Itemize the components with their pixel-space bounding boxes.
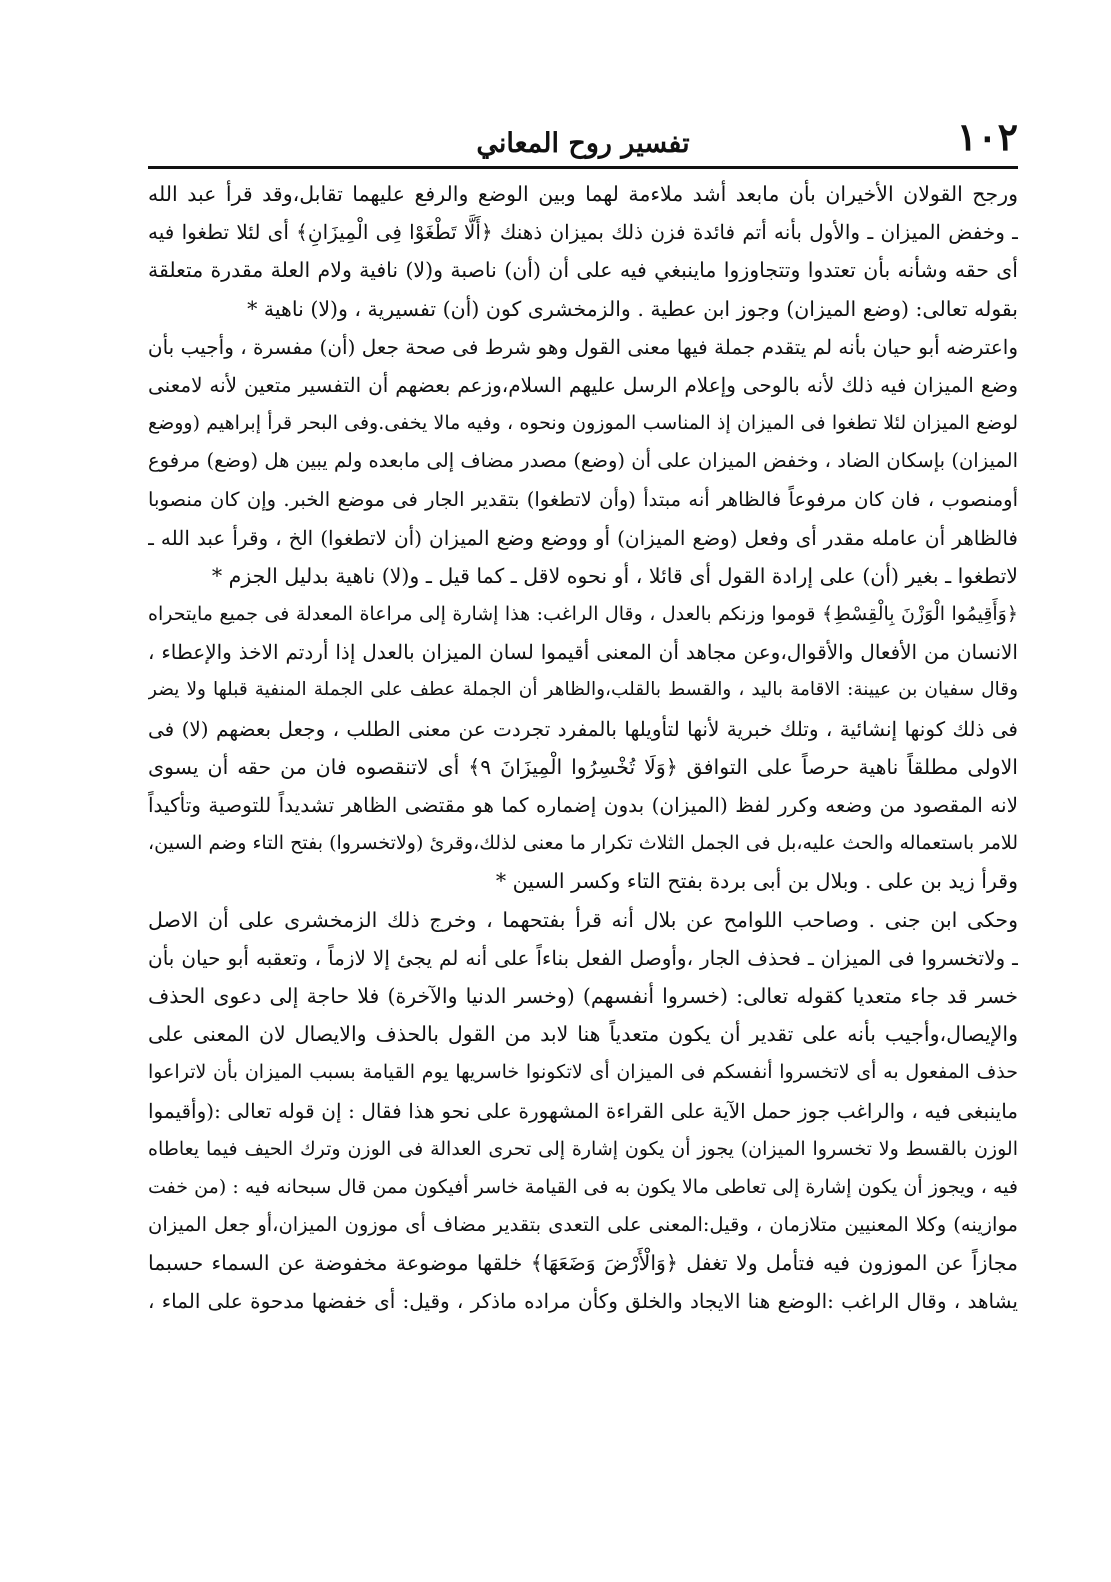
text-line-27: فيه ، ويجوز أن يكون إشارة إلى تعاطى مالا يكون به فى القيامة خاسر أفيكون ممن قال سبحانه فيه : (من خفت bbox=[148, 1175, 1018, 1198]
text-line-15: فى ذلك كونها إنشائية ، وتلك خبرية لأنها لتأويلها بالمفرد تجردت عن معنى الطلب ، وجعل بعضهم (لا) فى bbox=[148, 716, 1018, 741]
text-line-20: وحكى ابن جنى . وصاحب اللوامح عن بلال أنه قرأ بفتحهما ، وخرج ذلك الزمخشرى على أن الاصل bbox=[148, 907, 1018, 932]
text-line-26: الوزن بالقسط ولا تخسروا الميزان) يجوز أن يكون إشارة إلى تحرى العدالة فى الوزن وترك الحيف فيما يعاطاه bbox=[148, 1137, 1018, 1160]
text-line-21: ـ ولاتخسروا فى الميزان ـ فحذف الجار ،وأوصل الفعل بناءاً على أنه لم يجئ إلا لازماً ، وتعقبه أبو حيان بأن bbox=[148, 945, 1018, 970]
header-rule bbox=[148, 166, 1018, 169]
text-line-12: ﴿وَأَقِيمُوا الْوَزْنَ بِالْقِسْطِ﴾ قوموا وزنكم بالعدل ، وقال الراغب: هذا إشارة إلى مراعاة المعدلة فى جميع مايتحراه bbox=[148, 603, 1018, 626]
body-text bbox=[148, 175, 1018, 1321]
text-line-28: موازينه) وكلا المعنيين متلازمان ، وقيل:المعنى على التعدى بتقدير مضاف أى موزون الميزان،أو جعل الميزان bbox=[148, 1213, 1018, 1237]
text-line-16: الاولى مطلقاً ناهية حرصاً على التوافق ﴿وَلَا تُخْسِرُوا الْمِيزَانَ ٩﴾ أى لاتنقصوه فان من حقه أن يسوى bbox=[148, 754, 1018, 779]
text-line-2: ـ وخفض الميزان ـ والأول بأنه أتم فائدة فزن ذلك بميزان ذهنك ﴿أَلَّا تَطْغَوْا فِى الْمِيزَانِ﴾ أى لئلا تطغوا فيه bbox=[148, 220, 1018, 245]
text-line-1: ورجح القولان الأخيران بأن مابعد أشد ملاءمة لهما وبين الوضع والرفع عليهما تقابل،وقد قرأ عبد الله bbox=[148, 182, 1018, 206]
text-line-18: للامر باستعماله والحث عليه،بل فى الجمل الثلاث تكرار ما معنى لذلك،وقرئ (ولاتخسروا) بفتح التاء وضم السين، bbox=[148, 832, 1018, 855]
text-line-4: بقوله تعالى: (وضع الميزان) وجوز ابن عطية . والزمخشرى كون (أن) تفسيرية ، و(لا) ناهية * bbox=[247, 296, 1018, 321]
text-line-24: حذف المفعول به أى لاتخسروا أنفسكم فى الميزان أى لاتكونوا خاسريها يوم القيامة بسبب الميزان بأن لاتراعوا bbox=[148, 1061, 1018, 1084]
text-line-30: يشاهد ، وقال الراغب :الوضع هنا الايجاد والخلق وكأن مراده ماذكر ، وقيل: أى خفضها مدحوة على الماء ، bbox=[148, 1289, 1018, 1314]
text-line-6: وضع الميزان فيه ذلك لأنه بالوحى وإعلام الرسل عليهم السلام،وزعم بعضهم أن التفسير متعين لأنه لامعنى bbox=[148, 372, 1018, 397]
text-line-13: الانسان من الأفعال والأقوال،وعن مجاهد أن المعنى أقيموا لسان الميزان بالعدل إذا أردتم الاخذ والإعطاء ، bbox=[148, 640, 1018, 665]
text-line-7: لوضع الميزان لئلا تطغوا فى الميزان إذ المناسب الموزون ونحوه ، وفيه مالا يخفى.وفى البحر قرأ إبراهيم (ووضع bbox=[148, 412, 1018, 435]
text-line-9: أومنصوب ، فان كان مرفوعاً فالظاهر أنه مبتدأ (وأن لاتطغوا) بتقدير الجار فى موضع الخبر. وإن كان منصوبا bbox=[148, 487, 1018, 511]
page-header bbox=[148, 112, 1018, 164]
text-line-14: وقال سفيان بن عيينة: الاقامة باليد ، والقسط بالقلب،والظاهر أن الجملة عطف على الجملة المنفية قبلها ولا يضر bbox=[148, 679, 1018, 701]
text-line-22: خسر قد جاء متعديا كقوله تعالى: (خسروا أنفسهم) (وخسر الدنيا والآخرة) فلا حاجة إلى دعوى الحذف bbox=[148, 983, 1018, 1008]
page-number: ١٠٢ bbox=[956, 114, 1018, 159]
text-line-19: وقرأ زيد بن على . وبلال بن أبى بردة بفتح التاء وكسر السين * bbox=[495, 869, 1018, 894]
text-line-10: فالظاهر أن عامله مقدر أى وفعل (وضع الميزان) أو ووضع وضع الميزان (أن لاتطغوا) الخ ، وقرأ عبد الله ـ bbox=[148, 525, 1018, 550]
text-line-25: ماينبغى فيه ، والراغب جوز حمل الآية على القراءة المشهورة على نحو هذا فقال : إن قوله تعالى :(وأقيموا bbox=[148, 1098, 1018, 1123]
text-line-29: مجازاً عن الموزون فيه فتأمل ولا تغفل ﴿وَالْأَرْضَ وَضَعَهَا﴾ خلقها موضوعة مخفوضة عن السماء حسبما bbox=[148, 1251, 1018, 1276]
text-line-5: واعترضه أبو حيان بأنه لم يتقدم جملة فيها معنى القول وهو شرط فى صحة جعل (أن) مفسرة ، وأجيب بأن bbox=[148, 334, 1018, 359]
text-line-3: أى حقه وشأنه بأن تعتدوا وتتجاوزوا ماينبغي فيه على أن (أن) ناصبة و(لا) نافية ولام العلة مقدرة متعلقة bbox=[148, 258, 1018, 283]
running-title: تفسير روح المعاني bbox=[476, 128, 690, 159]
text-line-17: لانه المقصود من وضعه وكرر لفظ (الميزان) بدون إضماره كما هو مقتضى الظاهر تشديداً للتوصية وتأكيداً bbox=[148, 793, 1018, 817]
text-line-8: الميزان) بإسكان الضاد ، وخفض الميزان على أن (وضع) مصدر مضاف إلى مابعده ولم يبين هل (وضع) مرفوع bbox=[148, 449, 1018, 473]
text-line-23: والإيصال،وأجيب بأنه على تقدير أن يكون متعدياً هنا لابد من القول بالحذف والايصال لان المعنى على bbox=[148, 1022, 1018, 1047]
text-line-11: لاتطغوا ـ بغير (أن) على إرادة القول أى قائلا ، أو نحوه لاقل ـ كما قيل ـ و(لا) ناهية بدليل الجزم * bbox=[211, 563, 1018, 588]
